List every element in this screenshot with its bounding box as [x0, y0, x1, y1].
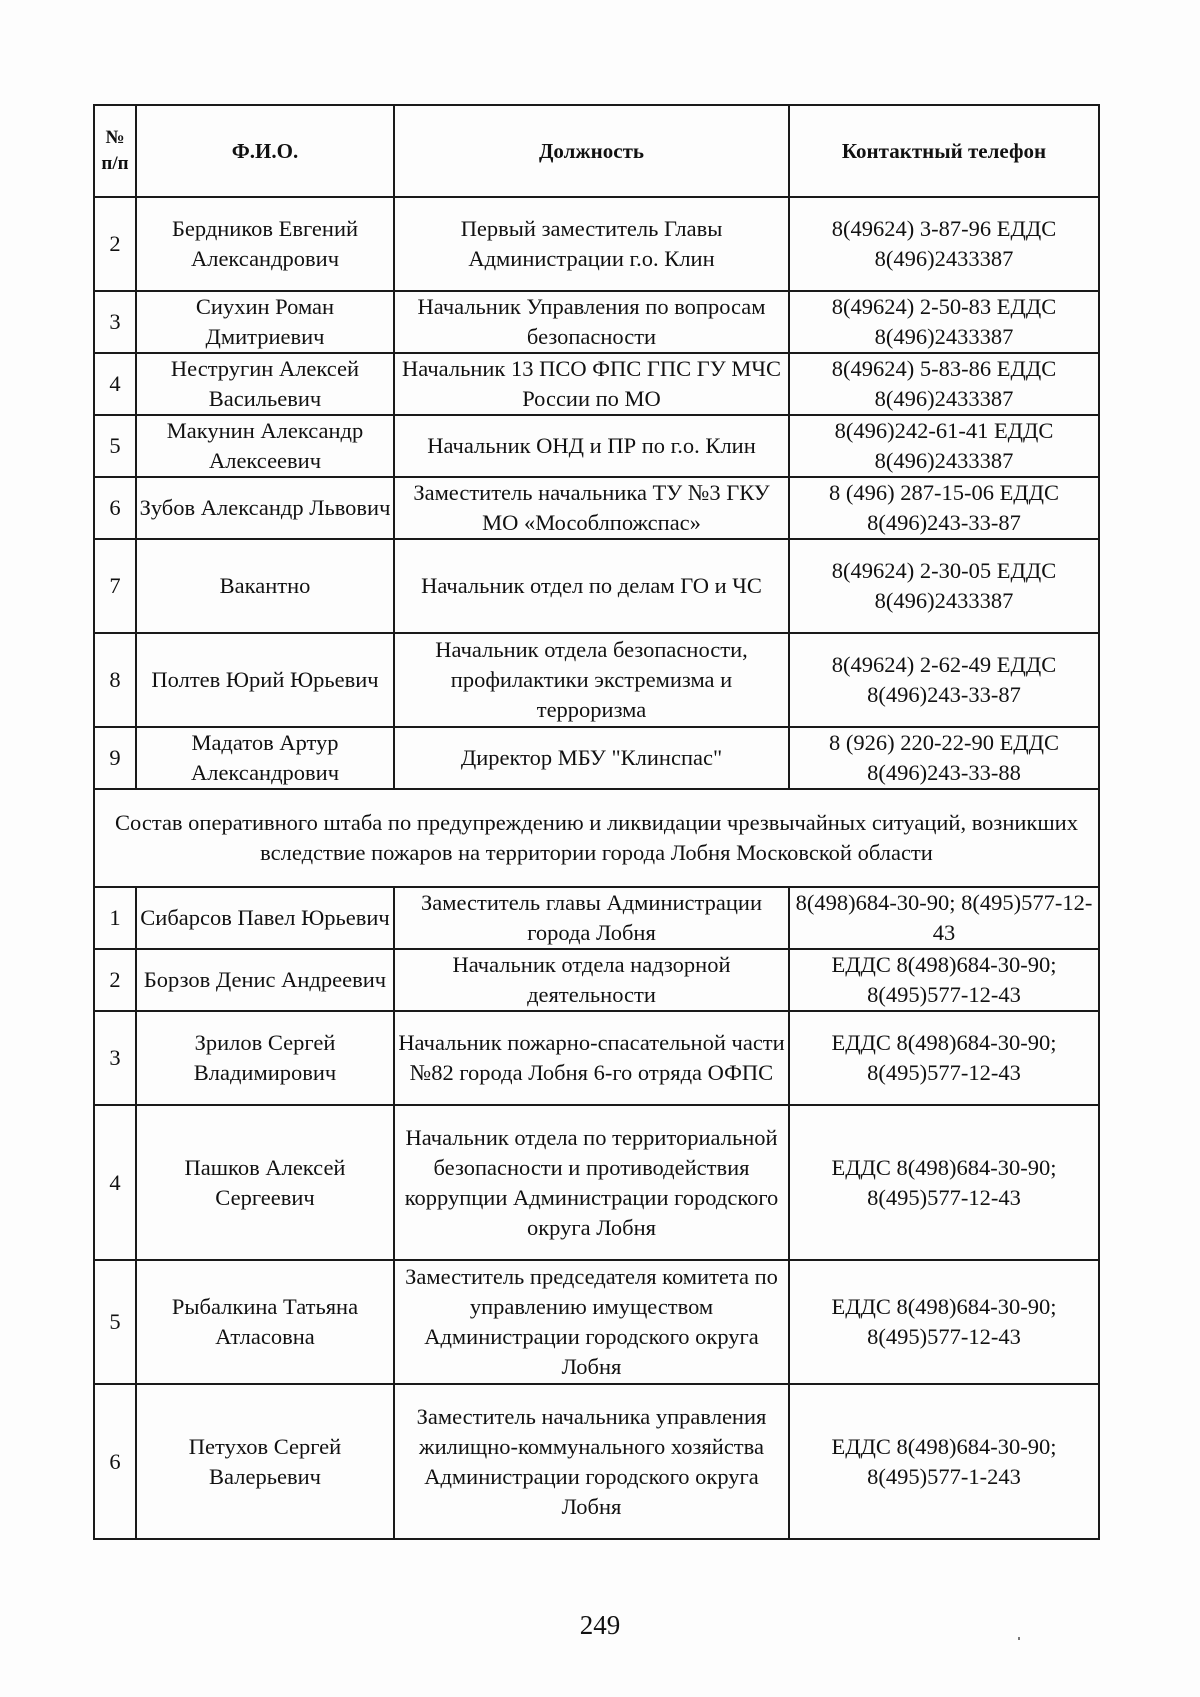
- table-row: [94, 415, 1099, 477]
- header-position: Должность: [394, 105, 789, 197]
- row-phone: 8 (926) 220-22-90 ЕДДС 8(496)243-33-88: [789, 727, 1099, 789]
- table-row: [94, 197, 1099, 291]
- row-position: Первый заместитель Главы Администрации г.о. Клин: [394, 197, 789, 291]
- row-phone: 8(49624) 2-62-49 ЕДДС 8(496)243-33-87: [789, 633, 1099, 727]
- row-position: Директор МБУ "Клинспас": [394, 727, 789, 789]
- page-number: 249: [579, 1610, 621, 1640]
- row-phone: 8(498)684-30-90; 8(495)577-12-43: [789, 887, 1099, 949]
- row-phone: 8 (496) 287-15-06 ЕДДС 8(496)243-33-87: [789, 477, 1099, 539]
- row-number: 7: [94, 539, 136, 633]
- row-phone: 8(49624) 5-83-86 ЕДДС 8(496)2433387: [789, 353, 1099, 415]
- row-position: Начальник отдела безопасности, профилактики экстремизма и терроризма: [394, 633, 789, 727]
- row-position: Начальник ОНД и ПР по г.о. Клин: [394, 415, 789, 477]
- row-fio: Нестругин Алексей Васильевич: [136, 353, 394, 415]
- row-number: 5: [94, 415, 136, 477]
- row-number: 8: [94, 633, 136, 727]
- row-fio: Зрилов Сергей Владимирович: [136, 1011, 394, 1105]
- row-position: Заместитель главы Администрации города Лобня: [394, 887, 789, 949]
- row-position: Начальник Управления по вопросам безопасности: [394, 291, 789, 353]
- row-fio: Рыбалкина Татьяна Атласовна: [136, 1260, 394, 1384]
- scan-speck: [1018, 1637, 1020, 1640]
- table-row: [94, 291, 1099, 353]
- table-row: [94, 539, 1099, 633]
- table-row: [94, 633, 1099, 727]
- row-phone: 8(49624) 2-50-83 ЕДДС 8(496)2433387: [789, 291, 1099, 353]
- table-row: [94, 887, 1099, 949]
- row-fio: Сиухин Роман Дмитриевич: [136, 291, 394, 353]
- row-number: 6: [94, 1384, 136, 1539]
- row-fio: Сибарсов Павел Юрьевич: [136, 887, 394, 949]
- row-fio: Вакантно: [136, 539, 394, 633]
- row-number: 6: [94, 477, 136, 539]
- table-row: [94, 1105, 1099, 1260]
- row-phone: ЕДДС 8(498)684-30-90; 8(495)577-12-43: [789, 949, 1099, 1011]
- row-position: Начальник 13 ПСО ФПС ГПС ГУ МЧС России по МО: [394, 353, 789, 415]
- row-number: 1: [94, 887, 136, 949]
- row-phone: ЕДДС 8(498)684-30-90; 8(495)577-12-43: [789, 1011, 1099, 1105]
- row-fio: Макунин Александр Алексеевич: [136, 415, 394, 477]
- row-fio: Зубов Александр Львович: [136, 477, 394, 539]
- table-row: [94, 1260, 1099, 1384]
- row-number: 5: [94, 1260, 136, 1384]
- row-phone: 8(49624) 2-30-05 ЕДДС 8(496)2433387: [789, 539, 1099, 633]
- contacts-table: [93, 104, 1100, 1540]
- row-phone: ЕДДС 8(498)684-30-90; 8(495)577-12-43: [789, 1260, 1099, 1384]
- table-row: [94, 1384, 1099, 1539]
- row-position: Начальник пожарно-спасательной части №82 города Лобня 6-го отряда ОФПС: [394, 1011, 789, 1105]
- row-number: 3: [94, 291, 136, 353]
- table-row: [94, 949, 1099, 1011]
- row-number: 4: [94, 353, 136, 415]
- table-header-row: [94, 105, 1099, 197]
- section-title: Состав оперативного штаба по предупреждению и ликвидации чрезвычайных ситуаций, возникших вследствие пожаров на территории города Лобня Московской области: [94, 789, 1099, 887]
- table-row: [94, 1011, 1099, 1105]
- row-position: Начальник отдел по делам ГО и ЧС: [394, 539, 789, 633]
- row-phone: 8(49624) 3-87-96 ЕДДС 8(496)2433387: [789, 197, 1099, 291]
- section-heading-row: [94, 789, 1099, 887]
- row-position: Заместитель начальника ТУ №3 ГКУ МО «Мособлпожспас»: [394, 477, 789, 539]
- row-fio: Мадатов Артур Александрович: [136, 727, 394, 789]
- table-row: [94, 353, 1099, 415]
- row-phone: ЕДДС 8(498)684-30-90; 8(495)577-12-43: [789, 1105, 1099, 1260]
- row-number: 9: [94, 727, 136, 789]
- row-fio: Петухов Сергей Валерьевич: [136, 1384, 394, 1539]
- row-position: Заместитель председателя комитета по управлению имуществом Администрации городского округа Лобня: [394, 1260, 789, 1384]
- row-position: Начальник отдела надзорной деятельности: [394, 949, 789, 1011]
- row-position: Заместитель начальника управления жилищно-коммунального хозяйства Администрации городского округа Лобня: [394, 1384, 789, 1539]
- row-fio: Полтев Юрий Юрьевич: [136, 633, 394, 727]
- table-row: [94, 477, 1099, 539]
- row-number: 2: [94, 197, 136, 291]
- header-phone: Контактный телефон: [789, 105, 1099, 197]
- row-position: Начальник отдела по территориальной безопасности и противодействия коррупции Администрации городского округа Лобня: [394, 1105, 789, 1260]
- row-number: 3: [94, 1011, 136, 1105]
- row-fio: Пашков Алексей Сергеевич: [136, 1105, 394, 1260]
- row-number: 2: [94, 949, 136, 1011]
- header-fio: Ф.И.О.: [136, 105, 394, 197]
- table-row: [94, 727, 1099, 789]
- row-number: 4: [94, 1105, 136, 1260]
- header-number: № п/п: [94, 105, 136, 197]
- row-phone: ЕДДС 8(498)684-30-90; 8(495)577-1-243: [789, 1384, 1099, 1539]
- row-fio: Борзов Денис Андреевич: [136, 949, 394, 1011]
- row-fio: Бердников Евгений Александрович: [136, 197, 394, 291]
- row-phone: 8(496)242-61-41 ЕДДС 8(496)2433387: [789, 415, 1099, 477]
